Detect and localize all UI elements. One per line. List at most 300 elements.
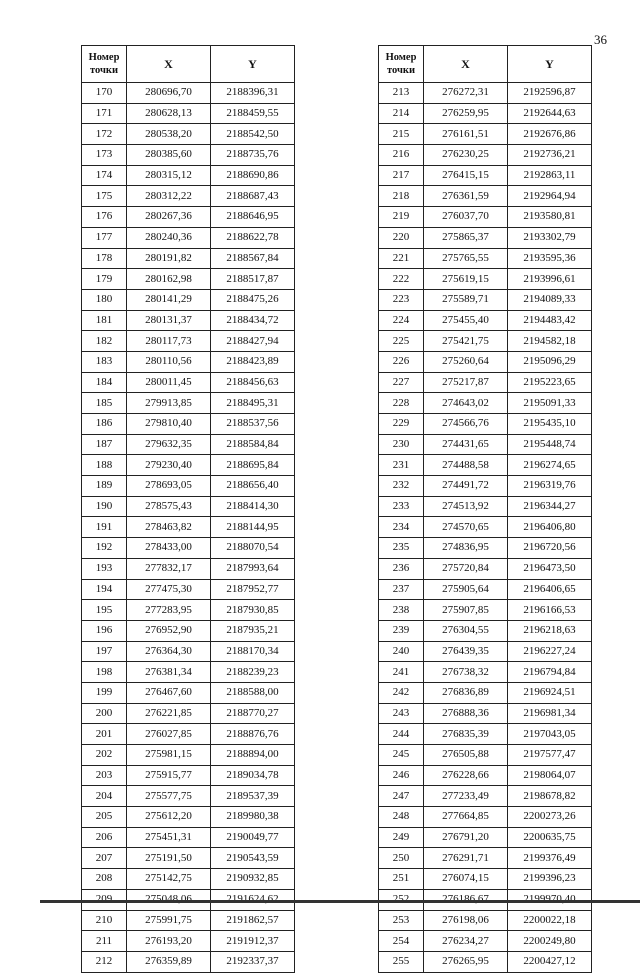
x-cell: 275915,77 bbox=[127, 765, 211, 786]
table-row bbox=[379, 931, 592, 952]
x-cell: 276888,36 bbox=[424, 703, 508, 724]
y-cell: 2188475,26 bbox=[211, 289, 295, 310]
header-point-number bbox=[379, 46, 424, 83]
y-cell: 2188537,56 bbox=[211, 414, 295, 435]
x-cell: 280315,12 bbox=[127, 165, 211, 186]
x-cell: 276234,27 bbox=[424, 931, 508, 952]
x-cell: 275217,87 bbox=[424, 372, 508, 393]
table-row bbox=[82, 372, 295, 393]
table-row bbox=[379, 807, 592, 828]
x-cell: 276359,89 bbox=[127, 951, 211, 972]
point-number-cell: 181 bbox=[82, 310, 127, 331]
x-cell: 276193,20 bbox=[127, 931, 211, 952]
x-cell: 275589,71 bbox=[424, 289, 508, 310]
y-cell: 2187952,77 bbox=[211, 579, 295, 600]
table-row bbox=[82, 393, 295, 414]
point-number-cell: 191 bbox=[82, 517, 127, 538]
y-cell: 2196981,34 bbox=[508, 703, 592, 724]
y-cell: 2188070,54 bbox=[211, 538, 295, 559]
y-cell: 2188427,94 bbox=[211, 331, 295, 352]
y-cell: 2188567,84 bbox=[211, 248, 295, 269]
y-cell: 2188144,95 bbox=[211, 517, 295, 538]
table-row bbox=[379, 227, 592, 248]
table-row bbox=[379, 124, 592, 145]
table-row bbox=[82, 848, 295, 869]
table-row bbox=[379, 724, 592, 745]
x-cell: 275619,15 bbox=[424, 269, 508, 290]
table-row bbox=[82, 724, 295, 745]
x-cell: 275577,75 bbox=[127, 786, 211, 807]
x-cell: 279230,40 bbox=[127, 455, 211, 476]
table-row bbox=[379, 434, 592, 455]
x-cell: 277475,30 bbox=[127, 579, 211, 600]
table-row bbox=[379, 703, 592, 724]
point-number-cell: 199 bbox=[82, 682, 127, 703]
coordinates-table-right bbox=[378, 45, 592, 973]
y-cell: 2196720,56 bbox=[508, 538, 592, 559]
y-cell: 2192676,86 bbox=[508, 124, 592, 145]
y-cell: 2191912,37 bbox=[211, 931, 295, 952]
table-row bbox=[82, 289, 295, 310]
y-cell: 2195448,74 bbox=[508, 434, 592, 455]
x-cell: 276037,70 bbox=[424, 207, 508, 228]
point-number-cell: 183 bbox=[82, 351, 127, 372]
y-cell: 2188876,76 bbox=[211, 724, 295, 745]
x-cell: 274570,65 bbox=[424, 517, 508, 538]
point-number-cell: 194 bbox=[82, 579, 127, 600]
x-cell: 280131,37 bbox=[127, 310, 211, 331]
point-number-cell: 227 bbox=[379, 372, 424, 393]
x-cell: 280162,98 bbox=[127, 269, 211, 290]
table-row bbox=[379, 186, 592, 207]
y-cell: 2188584,84 bbox=[211, 434, 295, 455]
y-cell: 2188542,50 bbox=[211, 124, 295, 145]
x-cell: 276259,95 bbox=[424, 103, 508, 124]
y-cell: 2193595,36 bbox=[508, 248, 592, 269]
header-number-line2: точки bbox=[386, 65, 416, 76]
table-row bbox=[379, 207, 592, 228]
x-cell: 276505,88 bbox=[424, 745, 508, 766]
table-row bbox=[379, 310, 592, 331]
table-row bbox=[379, 289, 592, 310]
x-cell: 274513,92 bbox=[424, 496, 508, 517]
y-cell: 2200635,75 bbox=[508, 827, 592, 848]
table-row bbox=[379, 496, 592, 517]
header-y: Y bbox=[211, 46, 295, 83]
point-number-cell: 233 bbox=[379, 496, 424, 517]
x-cell: 278693,05 bbox=[127, 476, 211, 497]
table-row bbox=[82, 434, 295, 455]
table-row bbox=[379, 786, 592, 807]
point-number-cell: 255 bbox=[379, 951, 424, 972]
y-cell: 2194089,33 bbox=[508, 289, 592, 310]
table-row bbox=[82, 351, 295, 372]
page-number: 36 bbox=[594, 32, 607, 47]
table-row bbox=[379, 579, 592, 600]
x-cell: 275981,15 bbox=[127, 745, 211, 766]
x-cell: 276791,20 bbox=[424, 827, 508, 848]
y-cell: 2190932,85 bbox=[211, 869, 295, 890]
point-number-cell: 246 bbox=[379, 765, 424, 786]
y-cell: 2188396,31 bbox=[211, 83, 295, 104]
x-cell: 275455,40 bbox=[424, 310, 508, 331]
x-cell: 276467,60 bbox=[127, 682, 211, 703]
y-cell: 2200273,26 bbox=[508, 807, 592, 828]
y-cell: 2188588,00 bbox=[211, 682, 295, 703]
table-row bbox=[82, 269, 295, 290]
point-number-cell: 195 bbox=[82, 600, 127, 621]
y-cell: 2188735,76 bbox=[211, 145, 295, 166]
x-cell: 276381,34 bbox=[127, 662, 211, 683]
point-number-cell: 186 bbox=[82, 414, 127, 435]
point-number-cell: 251 bbox=[379, 869, 424, 890]
table-row bbox=[82, 227, 295, 248]
x-cell: 274431,65 bbox=[424, 434, 508, 455]
point-number-cell: 239 bbox=[379, 620, 424, 641]
point-number-cell: 249 bbox=[379, 827, 424, 848]
point-number-cell: 226 bbox=[379, 351, 424, 372]
point-number-cell: 223 bbox=[379, 289, 424, 310]
y-cell: 2196406,80 bbox=[508, 517, 592, 538]
x-cell: 277233,49 bbox=[424, 786, 508, 807]
point-number-cell: 216 bbox=[379, 145, 424, 166]
point-number-cell: 170 bbox=[82, 83, 127, 104]
x-cell: 280628,13 bbox=[127, 103, 211, 124]
point-number-cell: 250 bbox=[379, 848, 424, 869]
header-point-number bbox=[82, 46, 127, 83]
table-row bbox=[379, 869, 592, 890]
table-row bbox=[82, 931, 295, 952]
table-header-row bbox=[379, 46, 592, 83]
point-number-cell: 221 bbox=[379, 248, 424, 269]
y-cell: 2188495,31 bbox=[211, 393, 295, 414]
table-row bbox=[82, 103, 295, 124]
y-cell: 2192644,63 bbox=[508, 103, 592, 124]
point-number-cell: 220 bbox=[379, 227, 424, 248]
table-row bbox=[379, 83, 592, 104]
point-number-cell: 245 bbox=[379, 745, 424, 766]
x-cell: 275451,31 bbox=[127, 827, 211, 848]
x-cell: 274491,72 bbox=[424, 476, 508, 497]
x-cell: 276361,59 bbox=[424, 186, 508, 207]
table-row bbox=[82, 476, 295, 497]
y-cell: 2188687,43 bbox=[211, 186, 295, 207]
point-number-cell: 175 bbox=[82, 186, 127, 207]
point-number-cell: 241 bbox=[379, 662, 424, 683]
x-cell: 276265,95 bbox=[424, 951, 508, 972]
x-cell: 276304,55 bbox=[424, 620, 508, 641]
table-row bbox=[82, 124, 295, 145]
point-number-cell: 232 bbox=[379, 476, 424, 497]
table-row bbox=[379, 165, 592, 186]
x-cell: 279810,40 bbox=[127, 414, 211, 435]
point-number-cell: 176 bbox=[82, 207, 127, 228]
x-cell: 276836,89 bbox=[424, 682, 508, 703]
table-row bbox=[379, 351, 592, 372]
table-row bbox=[379, 641, 592, 662]
y-cell: 2192964,94 bbox=[508, 186, 592, 207]
x-cell: 276161,51 bbox=[424, 124, 508, 145]
x-cell: 277283,95 bbox=[127, 600, 211, 621]
table-row bbox=[379, 848, 592, 869]
y-cell: 2196274,65 bbox=[508, 455, 592, 476]
x-cell: 276228,66 bbox=[424, 765, 508, 786]
x-cell: 276230,25 bbox=[424, 145, 508, 166]
point-number-cell: 179 bbox=[82, 269, 127, 290]
table-row bbox=[379, 331, 592, 352]
x-cell: 275865,37 bbox=[424, 227, 508, 248]
table-row bbox=[82, 455, 295, 476]
y-cell: 2188414,30 bbox=[211, 496, 295, 517]
x-cell: 276291,71 bbox=[424, 848, 508, 869]
header-x: X bbox=[424, 46, 508, 83]
y-cell: 2190049,77 bbox=[211, 827, 295, 848]
y-cell: 2188239,23 bbox=[211, 662, 295, 683]
point-number-cell: 230 bbox=[379, 434, 424, 455]
table-row bbox=[379, 248, 592, 269]
table-row bbox=[379, 662, 592, 683]
x-cell: 274643,02 bbox=[424, 393, 508, 414]
y-cell: 2193580,81 bbox=[508, 207, 592, 228]
table-row bbox=[82, 869, 295, 890]
x-cell: 276272,31 bbox=[424, 83, 508, 104]
y-cell: 2199396,23 bbox=[508, 869, 592, 890]
y-cell: 2193996,61 bbox=[508, 269, 592, 290]
point-number-cell: 205 bbox=[82, 807, 127, 828]
point-number-cell: 174 bbox=[82, 165, 127, 186]
y-cell: 2188423,89 bbox=[211, 351, 295, 372]
y-cell: 2198678,82 bbox=[508, 786, 592, 807]
x-cell: 280538,20 bbox=[127, 124, 211, 145]
y-cell: 2188894,00 bbox=[211, 745, 295, 766]
table-row bbox=[82, 745, 295, 766]
x-cell: 275260,64 bbox=[424, 351, 508, 372]
x-cell: 276952,90 bbox=[127, 620, 211, 641]
table-row bbox=[379, 558, 592, 579]
x-cell: 278433,00 bbox=[127, 538, 211, 559]
table-row bbox=[379, 455, 592, 476]
x-cell: 277664,85 bbox=[424, 807, 508, 828]
x-cell: 276074,15 bbox=[424, 869, 508, 890]
header-y: Y bbox=[508, 46, 592, 83]
x-cell: 278575,43 bbox=[127, 496, 211, 517]
bottom-divider bbox=[40, 900, 640, 903]
table-row bbox=[379, 538, 592, 559]
y-cell: 2200249,80 bbox=[508, 931, 592, 952]
point-number-cell: 247 bbox=[379, 786, 424, 807]
y-cell: 2188434,72 bbox=[211, 310, 295, 331]
y-cell: 2187930,85 bbox=[211, 600, 295, 621]
table-row bbox=[379, 103, 592, 124]
y-cell: 2188517,87 bbox=[211, 269, 295, 290]
point-number-cell: 200 bbox=[82, 703, 127, 724]
table-row bbox=[82, 414, 295, 435]
header-x: X bbox=[127, 46, 211, 83]
header-number-line2: точки bbox=[89, 65, 119, 76]
table-row bbox=[379, 145, 592, 166]
point-number-cell: 206 bbox=[82, 827, 127, 848]
point-number-cell: 215 bbox=[379, 124, 424, 145]
table-row bbox=[379, 910, 592, 931]
point-number-cell: 178 bbox=[82, 248, 127, 269]
y-cell: 2195435,10 bbox=[508, 414, 592, 435]
point-number-cell: 208 bbox=[82, 869, 127, 890]
point-number-cell: 201 bbox=[82, 724, 127, 745]
y-cell: 2187935,21 bbox=[211, 620, 295, 641]
x-cell: 275612,20 bbox=[127, 807, 211, 828]
point-number-cell: 254 bbox=[379, 931, 424, 952]
point-number-cell: 253 bbox=[379, 910, 424, 931]
x-cell: 275765,55 bbox=[424, 248, 508, 269]
table-row bbox=[82, 538, 295, 559]
table-row bbox=[379, 269, 592, 290]
y-cell: 2198064,07 bbox=[508, 765, 592, 786]
y-cell: 2197043,05 bbox=[508, 724, 592, 745]
table-row bbox=[82, 558, 295, 579]
x-cell: 276198,06 bbox=[424, 910, 508, 931]
table-row bbox=[379, 827, 592, 848]
y-cell: 2189980,38 bbox=[211, 807, 295, 828]
point-number-cell: 225 bbox=[379, 331, 424, 352]
y-cell: 2188622,78 bbox=[211, 227, 295, 248]
point-number-cell: 228 bbox=[379, 393, 424, 414]
point-number-cell: 218 bbox=[379, 186, 424, 207]
table-row bbox=[82, 827, 295, 848]
point-number-cell: 202 bbox=[82, 745, 127, 766]
point-number-cell: 211 bbox=[82, 931, 127, 952]
table-body bbox=[82, 83, 295, 973]
point-number-cell: 229 bbox=[379, 414, 424, 435]
y-cell: 2193302,79 bbox=[508, 227, 592, 248]
table-body bbox=[379, 83, 592, 973]
y-cell: 2188770,27 bbox=[211, 703, 295, 724]
y-cell: 2195091,33 bbox=[508, 393, 592, 414]
point-number-cell: 182 bbox=[82, 331, 127, 352]
table-row bbox=[82, 951, 295, 972]
table-row bbox=[82, 620, 295, 641]
table-row bbox=[379, 517, 592, 538]
y-cell: 2196319,76 bbox=[508, 476, 592, 497]
point-number-cell: 180 bbox=[82, 289, 127, 310]
x-cell: 276221,85 bbox=[127, 703, 211, 724]
table-row bbox=[82, 331, 295, 352]
y-cell: 2199376,49 bbox=[508, 848, 592, 869]
x-cell: 275907,85 bbox=[424, 600, 508, 621]
point-number-cell: 242 bbox=[379, 682, 424, 703]
point-number-cell: 173 bbox=[82, 145, 127, 166]
x-cell: 275991,75 bbox=[127, 910, 211, 931]
x-cell: 274488,58 bbox=[424, 455, 508, 476]
y-cell: 2195096,29 bbox=[508, 351, 592, 372]
point-number-cell: 196 bbox=[82, 620, 127, 641]
y-cell: 2191862,57 bbox=[211, 910, 295, 931]
point-number-cell: 231 bbox=[379, 455, 424, 476]
point-number-cell: 224 bbox=[379, 310, 424, 331]
table-row bbox=[82, 310, 295, 331]
table-row bbox=[82, 496, 295, 517]
y-cell: 2195223,65 bbox=[508, 372, 592, 393]
y-cell: 2196227,24 bbox=[508, 641, 592, 662]
point-number-cell: 185 bbox=[82, 393, 127, 414]
point-number-cell: 244 bbox=[379, 724, 424, 745]
y-cell: 2196166,53 bbox=[508, 600, 592, 621]
x-cell: 274836,95 bbox=[424, 538, 508, 559]
table-row bbox=[82, 579, 295, 600]
coordinates-table-left bbox=[81, 45, 295, 973]
y-cell: 2192736,21 bbox=[508, 145, 592, 166]
point-number-cell: 234 bbox=[379, 517, 424, 538]
table-row bbox=[82, 145, 295, 166]
point-number-cell: 177 bbox=[82, 227, 127, 248]
y-cell: 2192596,87 bbox=[508, 83, 592, 104]
y-cell: 2197577,47 bbox=[508, 745, 592, 766]
point-number-cell: 197 bbox=[82, 641, 127, 662]
table-row bbox=[379, 745, 592, 766]
point-number-cell: 214 bbox=[379, 103, 424, 124]
y-cell: 2196344,27 bbox=[508, 496, 592, 517]
table-row bbox=[82, 186, 295, 207]
x-cell: 280696,70 bbox=[127, 83, 211, 104]
table-row bbox=[82, 807, 295, 828]
point-number-cell: 198 bbox=[82, 662, 127, 683]
table-row bbox=[379, 393, 592, 414]
point-number-cell: 212 bbox=[82, 951, 127, 972]
y-cell: 2189537,39 bbox=[211, 786, 295, 807]
x-cell: 275142,75 bbox=[127, 869, 211, 890]
point-number-cell: 210 bbox=[82, 910, 127, 931]
point-number-cell: 192 bbox=[82, 538, 127, 559]
x-cell: 280191,82 bbox=[127, 248, 211, 269]
point-number-cell: 237 bbox=[379, 579, 424, 600]
table-row bbox=[82, 517, 295, 538]
x-cell: 280385,60 bbox=[127, 145, 211, 166]
point-number-cell: 219 bbox=[379, 207, 424, 228]
y-cell: 2192337,37 bbox=[211, 951, 295, 972]
x-cell: 280117,73 bbox=[127, 331, 211, 352]
table-row bbox=[82, 765, 295, 786]
point-number-cell: 235 bbox=[379, 538, 424, 559]
table-row bbox=[379, 765, 592, 786]
table-row bbox=[82, 910, 295, 931]
table-row bbox=[82, 248, 295, 269]
y-cell: 2192863,11 bbox=[508, 165, 592, 186]
table-row bbox=[379, 476, 592, 497]
table-row bbox=[379, 414, 592, 435]
y-cell: 2194582,18 bbox=[508, 331, 592, 352]
x-cell: 280240,36 bbox=[127, 227, 211, 248]
y-cell: 2188695,84 bbox=[211, 455, 295, 476]
y-cell: 2194483,42 bbox=[508, 310, 592, 331]
x-cell: 278463,82 bbox=[127, 517, 211, 538]
x-cell: 276439,35 bbox=[424, 641, 508, 662]
point-number-cell: 172 bbox=[82, 124, 127, 145]
x-cell: 279913,85 bbox=[127, 393, 211, 414]
point-number-cell: 193 bbox=[82, 558, 127, 579]
y-cell: 2196218,63 bbox=[508, 620, 592, 641]
x-cell: 279632,35 bbox=[127, 434, 211, 455]
y-cell: 2196473,50 bbox=[508, 558, 592, 579]
point-number-cell: 203 bbox=[82, 765, 127, 786]
table-row bbox=[82, 682, 295, 703]
point-number-cell: 204 bbox=[82, 786, 127, 807]
y-cell: 2188170,34 bbox=[211, 641, 295, 662]
y-cell: 2190543,59 bbox=[211, 848, 295, 869]
point-number-cell: 207 bbox=[82, 848, 127, 869]
x-cell: 275421,75 bbox=[424, 331, 508, 352]
y-cell: 2188656,40 bbox=[211, 476, 295, 497]
x-cell: 280011,45 bbox=[127, 372, 211, 393]
x-cell: 275720,84 bbox=[424, 558, 508, 579]
